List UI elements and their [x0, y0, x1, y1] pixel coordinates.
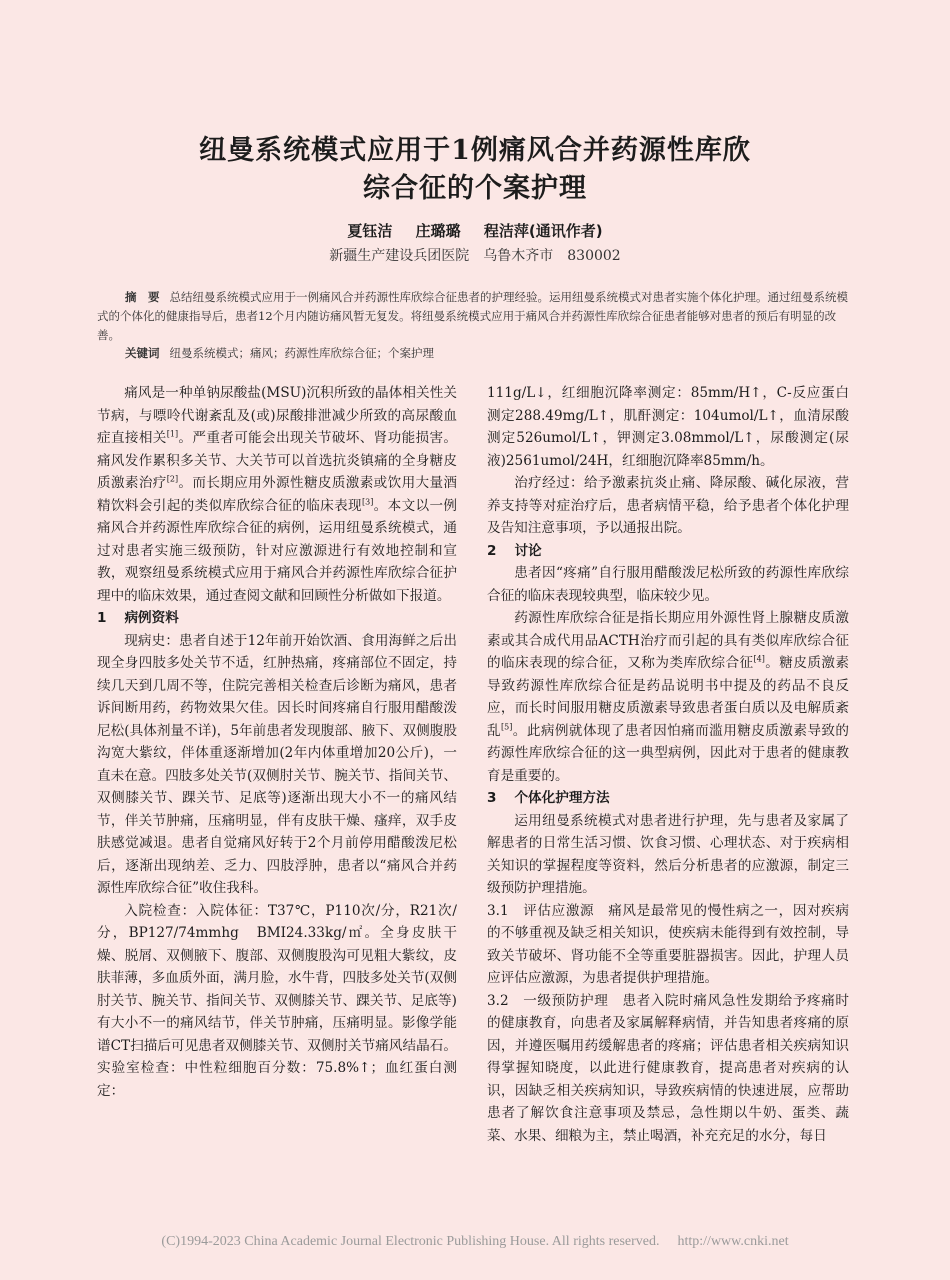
keywords-label: 关键词 — [125, 346, 160, 360]
abstract-label: 摘 要 — [125, 290, 160, 304]
abstract — [97, 288, 849, 345]
section-2-title: 讨论 — [514, 542, 542, 559]
lab-results-paragraph: 111g/L↓，红细胞沉降率测定：85mm/H↑，C-反应蛋白测定288.49mg/L↑，肌酐测定：104umol/L↑，血清尿酸测定526umol/L↑，钾测定3.08mmol/L↑，尿酸测定(尿液)2561umol/24H，红细胞沉降率85mm/h。 — [487, 385, 849, 469]
author-2: 庄璐璐 — [415, 222, 461, 240]
intro-paragraph — [97, 382, 457, 607]
discussion-text-c: 。此病例就体现了患者因怕痛而滥用糖皮质激素导致的药源性库欣综合征的这一典型病例，因此对于患者的健康教育是重要的。 — [487, 722, 850, 784]
keywords-text: 纽曼系统模式；痛风；药源性库欣综合征；个案护理 — [169, 346, 434, 360]
discussion-text-b: 。糖皮质激素导致药源性库欣综合征是药品说明书中提及的药品不良反应，而长时间服用糖皮质激素导致患者蛋白质以及电解质紊乱 — [487, 655, 850, 739]
subsection-3-2 — [487, 990, 849, 1148]
article-title-line-1: 纽曼系统模式应用于1例痛风合并药源性库欣 — [199, 135, 751, 166]
affiliation: 新疆生产建设兵团医院 乌鲁木齐市 830002 — [329, 248, 621, 264]
author-1: 夏钰洁 — [347, 222, 393, 240]
subsection-3-1 — [487, 900, 849, 990]
citation-5: [5] — [501, 721, 513, 731]
article-title-line-2: 综合征的个案护理 — [363, 173, 587, 204]
subsection-3-2-title: 一级预防护理 — [522, 992, 609, 1009]
section-1-heading — [97, 607, 457, 630]
author-3: 程洁萍(通讯作者) — [483, 222, 603, 240]
intro-text-b: 。严重者可能会出现关节破坏、肾功能损害。痛风发作累积多关节、大关节可以首选抗炎镇痛的全身糖皮质激素治疗 — [97, 430, 458, 491]
article-title — [0, 132, 950, 208]
section-2-number: 2 — [487, 542, 497, 559]
intro-text-d: 。本文以一例痛风合并药源性库欣综合征的病例，运用纽曼系统模式，通过对患者实施三级预防，针对应激源进行有效地控制和宣教，观察纽曼系统模式应用于痛风合并药源性库欣综合征护理中的临床效果，通过查阅文献和回顾性分析做如下报道。 — [97, 497, 458, 604]
keywords — [125, 345, 845, 361]
section-1-number: 1 — [97, 610, 107, 626]
subsection-3-1-text: 痛风是最常见的慢性病之一，因对疾病的不够重视及缺乏相关知识，使疾病未能得到有效控制，导致关节破坏、肾功能不全等重要脏器损害。因此，护理人员应评估应激源，为患者提供护理措施。 — [487, 902, 850, 986]
admission-exam-paragraph: 入院检查：入院体征：T37℃，P110次/分，R21次/分，BP127/74mmhg BMI24.33kg/㎡。全身皮肤干燥、脱屑、双侧腋下、腹部、双侧腹股沟可见粗大紫纹，皮肤菲薄，多血质外面，满月脸，水牛背，四肢多处关节(双侧肘关节、腕关节、指间关节、双侧膝关节、踝关节、足底等)有大小不一的痛风结节，伴关节肿痛，压痛明显。影像学能谱CT扫描后可见患者双侧膝关节、双侧肘关节痛风结晶石。实验室检查：中性粒细胞百分数：75.8%↑；血红蛋白测定： — [97, 902, 457, 1099]
discussion-paragraph-1: 患者因“疼痛”自行服用醋酸泼尼松所致的药源性库欣综合征的临床表现较典型，临床较少见。 — [487, 565, 849, 604]
body-column-right — [487, 382, 849, 1147]
section-2-heading — [487, 540, 849, 563]
treatment-paragraph: 治疗经过：给予激素抗炎止痛、降尿酸、碱化尿液，营养支持等对症治疗后，患者病情平稳，给予患者个体化护理及告知注意事项，予以通报出院。 — [487, 475, 849, 536]
footer-url: http://www.cnki.net — [677, 1234, 789, 1249]
section-1-title: 病例资料 — [124, 610, 179, 626]
subsection-3-1-title: 评估应激源 — [522, 902, 595, 919]
history-paragraph: 现病史：患者自述于12年前开始饮酒、食用海鲜之后出现全身四肢多处关节不适，红肿热痛，疼痛部位不固定，持续几天到几周不等，住院完善相关检查后诊断为痛风，患者诉间断用药，药物效果欠佳。因长时间疼痛自行服用醋酸泼尼松(具体剂量不详)，5年前患者发现腹部、腋下、双侧腹股沟宽大紫纹，伴体重逐渐增加(2年内体重增加20公斤)，一直未在意。四肢多处关节(双侧肘关节、腕关节、指间关节、双侧膝关节、踝关节、足底等)逐渐出现大小不一的痛风结节，伴关节肿痛，压痛明显，伴有皮肤干燥、瘙痒，双手皮肤感觉减退。患者自觉痛风好转于2个月前停用醋酸泼尼松后，逐渐出现纳差、乏力、四肢浮肿，患者以“痛风合并药源性库欣综合征”收住我科。 — [97, 632, 457, 896]
citation-4: [4] — [753, 654, 765, 664]
section-3-title: 个体化护理方法 — [514, 790, 610, 806]
intro-text-a: 痛风是一种单钠尿酸盐(MSU)沉积所致的晶体相关性关节病，与嘌呤代谢紊乱及(或)尿酸排泄减少所致的高尿酸血症直接相关 — [97, 385, 457, 446]
citation-1: [1] — [166, 429, 179, 439]
intro-text-c: 。而长期应用外源性糖皮质激素或饮用大量酒精饮料会引起的类似库欣综合征的临床表现 — [97, 475, 458, 514]
copyright-text: (C)1994-2023 China Academic Journal Electronic Publishing House. All rights reserved. — [161, 1234, 660, 1249]
nursing-method-paragraph: 运用纽曼系统模式对患者进行护理，先与患者及家属了解患者的日常生活习惯、饮食习惯、心理状态、对于疾病相关知识的掌握程度等资料，然后分析患者的应激源，制定三级预防护理措施。 — [487, 812, 849, 896]
copyright-footer — [0, 1234, 950, 1250]
citation-3: [3] — [361, 496, 374, 506]
discussion-text-a: 药源性库欣综合征是指长期应用外源性肾上腺糖皮质激素或其合成代用品ACTH治疗而引起的具有类似库欣综合征的临床表现的综合征，又称为类库欣综合征 — [487, 610, 849, 671]
citation-2: [2] — [166, 474, 179, 484]
abstract-text: 总结纽曼系统模式应用于一例痛风合并药源性库欣综合征患者的护理经验。运用纽曼系统模式对患者实施个体化护理。通过纽曼系统模式的个体化的健康指导后，患者12个月内随访痛风暂无复发。将纽曼系统模式应用于痛风合并药源性库欣综合征患者能够对患者的预后有明显的改善。 — [97, 290, 848, 342]
body-column-left — [97, 382, 457, 1102]
author-list — [0, 220, 950, 241]
section-3-heading — [487, 787, 849, 810]
subsection-3-2-text: 患者入院时痛风急性发期给予疼痛时的健康教育，向患者及家属解释病情，并告知患者疼痛的原因，并遵医嘱用药缓解患者的疼痛；评估患者相关疾病知识得掌握知晓度，以此进行健康教育，提高患者对疾病的认识，因缺乏相关疾病知识，导致疾病情的快速进展，应帮助患者了解饮食注意事项及禁忌，急性期以牛奶、蛋类、蔬菜、水果、细粮为主，禁止喝酒，补充充足的水分，每日 — [487, 992, 850, 1144]
discussion-paragraph-2 — [487, 607, 849, 787]
subsection-3-2-number: 3.2 — [487, 992, 509, 1009]
subsection-3-1-number: 3.1 — [487, 902, 509, 919]
section-3-number: 3 — [487, 790, 497, 806]
